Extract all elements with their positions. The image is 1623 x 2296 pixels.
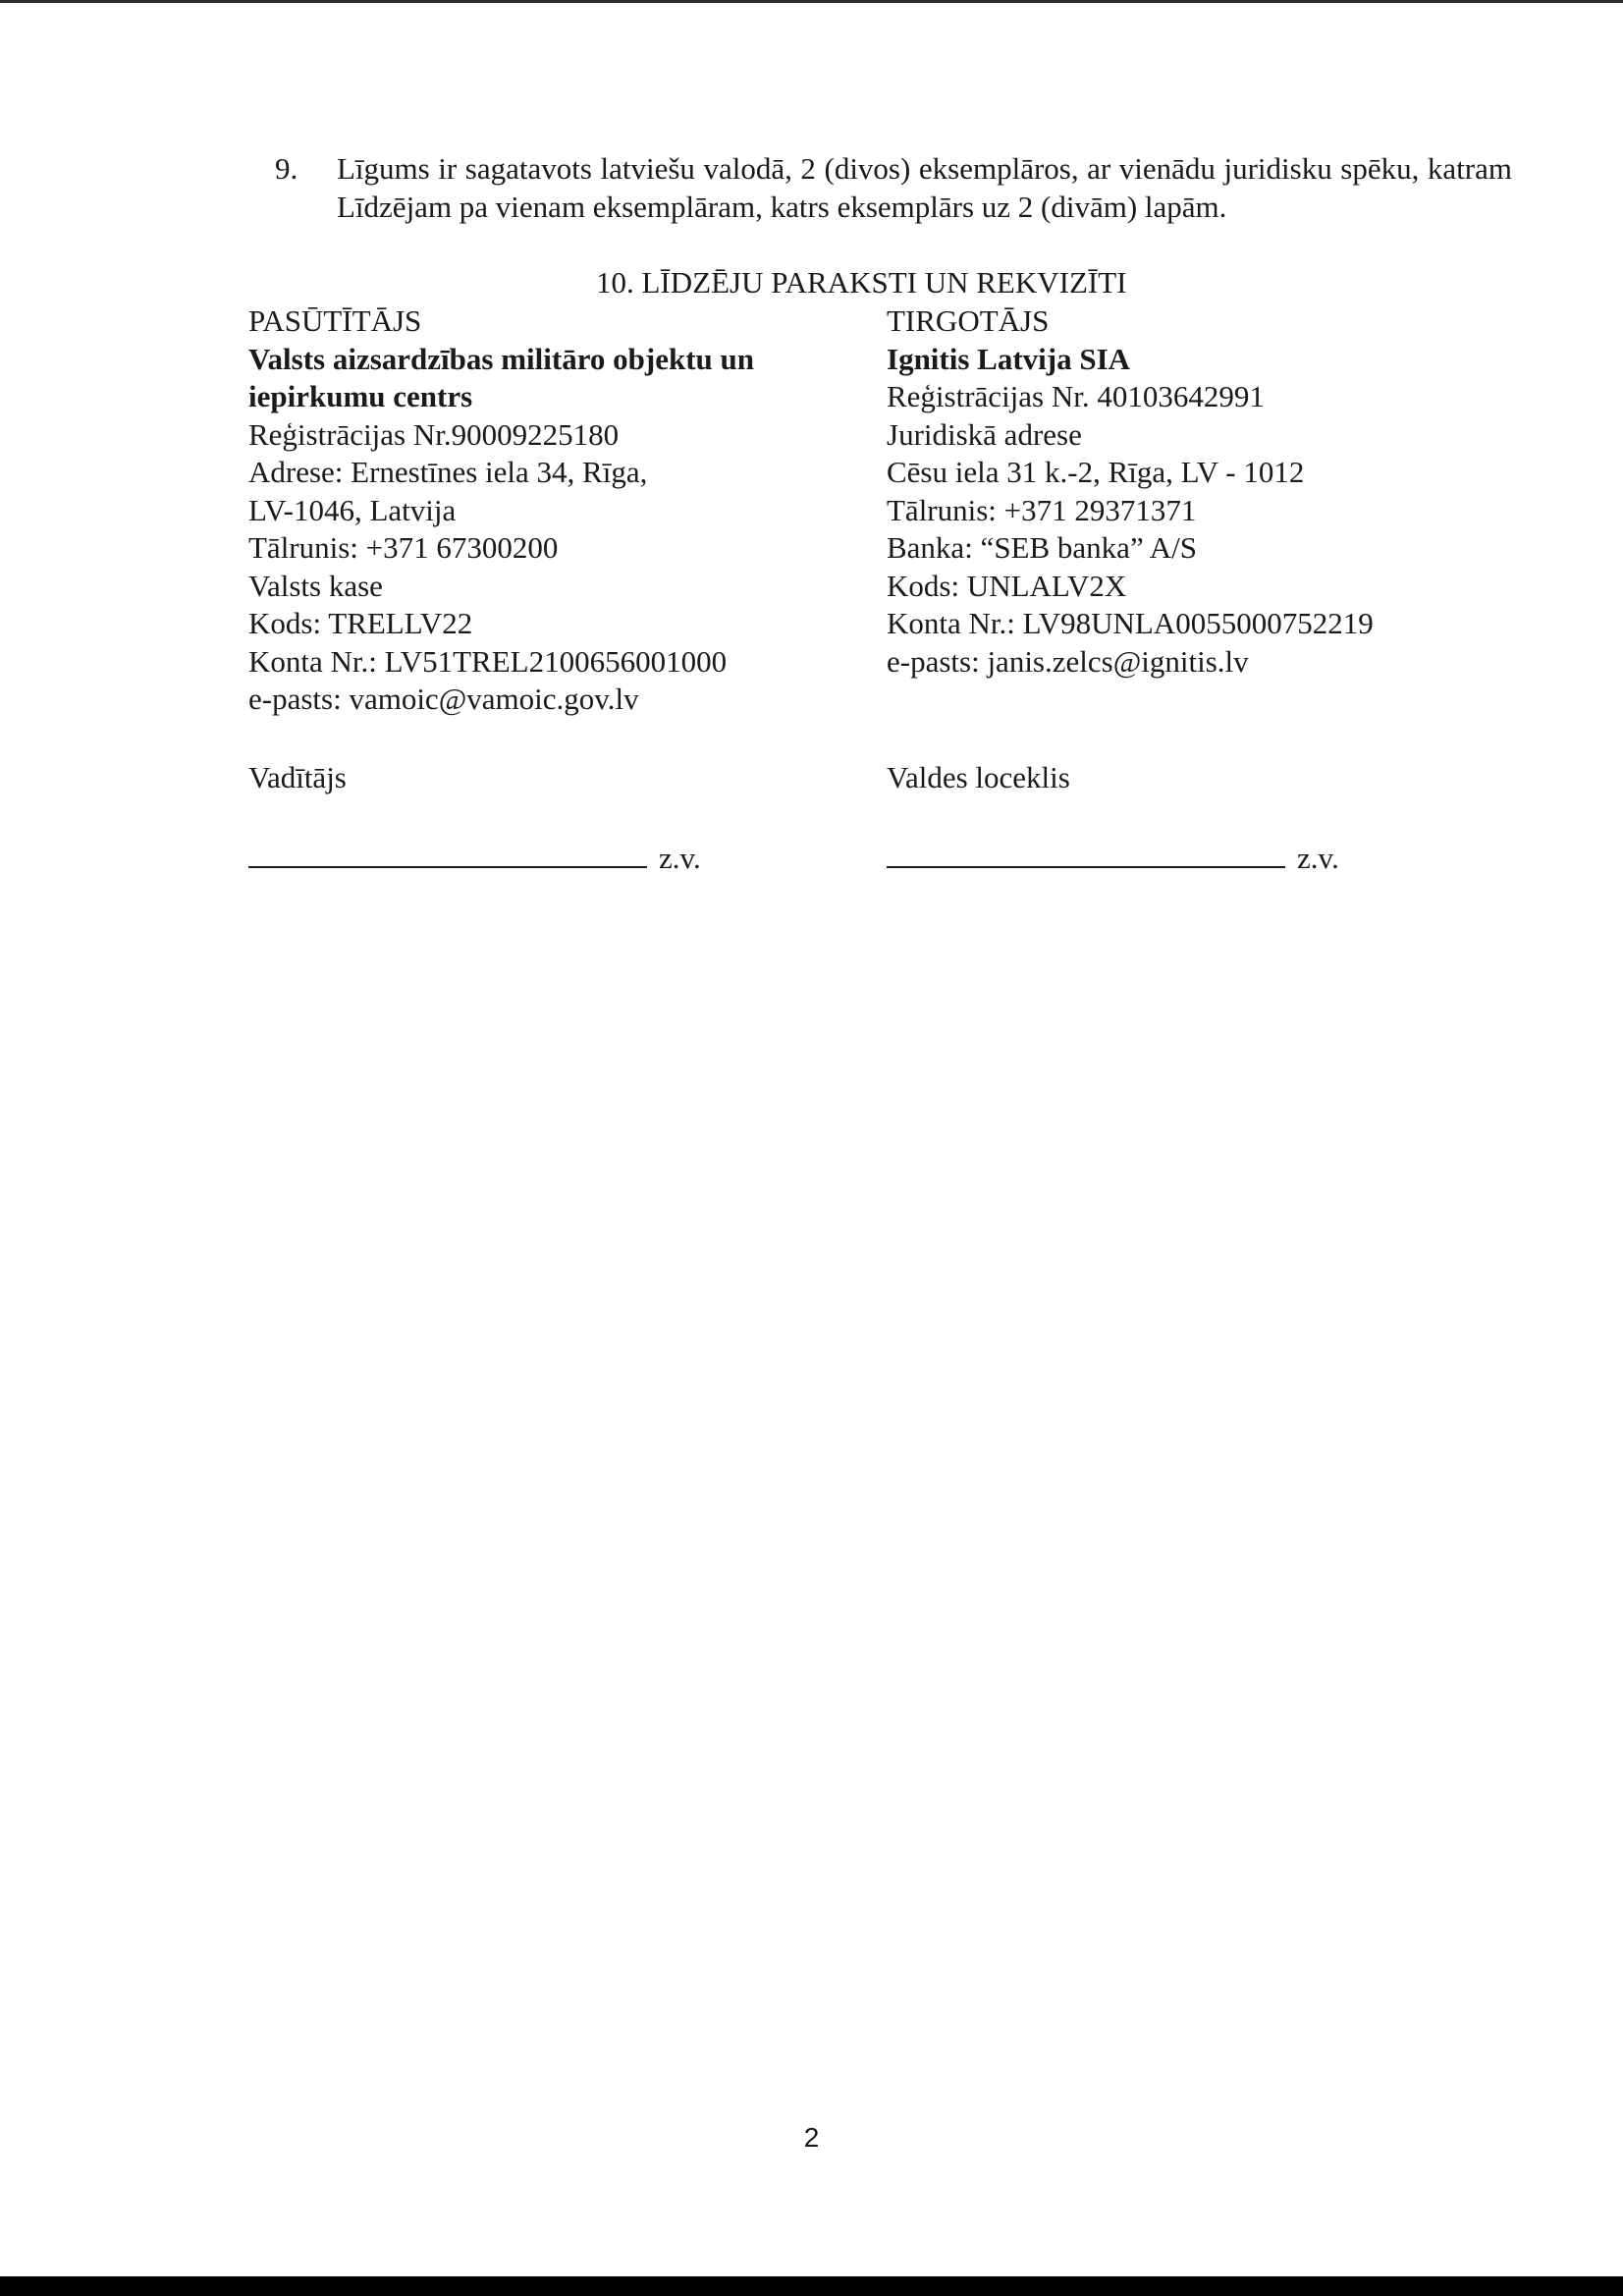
trader-details bbox=[887, 302, 1495, 794]
clause-9-text: Līgums ir sagatavots latviešu valodā, 2 (divos) eksemplāros, ar vienādu juridisku spēku, katram Līdzējam pa vienam eksemplāram, katrs eksemplārs uz 2 (divām) lapām. bbox=[337, 151, 1512, 224]
trader-phone: Tālrunis: +371 29371371 bbox=[887, 492, 1197, 527]
trader-address: Cēsu iela 31 k.-2, Rīga, LV - 1012 bbox=[887, 455, 1305, 489]
trader-bank: Banka: “SEB banka” A/S bbox=[887, 530, 1197, 565]
trader-bank-code: Kods: UNLALV2X bbox=[887, 568, 1127, 603]
scan-bottom-edge bbox=[0, 2276, 1623, 2296]
customer-name-line-1: Valsts aizsardzības militāro objektu un bbox=[248, 341, 755, 376]
customer-bank-code: Kods: TRELLV22 bbox=[248, 606, 473, 640]
customer-bank: Valsts kase bbox=[248, 568, 383, 603]
customer-role: PASŪTĪTĀJS bbox=[248, 303, 422, 338]
customer-details bbox=[248, 302, 847, 794]
trader-seal-mark: z.v. bbox=[1297, 841, 1339, 875]
customer-account: Konta Nr.: LV51TREL2100656001000 bbox=[248, 643, 728, 679]
section-10-heading: 10. LĪDZĒJU PARAKSTI UN REKVIZĪTI bbox=[596, 265, 1127, 300]
customer-email: e-pasts: vamoic@vamoic.gov.lv bbox=[248, 682, 639, 716]
page-number: 2 bbox=[803, 2122, 820, 2153]
trader-registration: Reģistrācijas Nr. 40103642991 bbox=[887, 379, 1265, 413]
trader-account: Konta Nr.: LV98UNLA0055000752219 bbox=[887, 606, 1374, 640]
customer-address-line-1: Adrese: Ernestīnes iela 34, Rīga, bbox=[248, 455, 648, 489]
trader-signature-line bbox=[887, 837, 1285, 868]
trader-role: TIRGOTĀJS bbox=[887, 303, 1050, 338]
trader-legal-address-label: Juridiskā adrese bbox=[887, 416, 1082, 452]
customer-address-line-2: LV-1046, Latvija bbox=[248, 492, 457, 527]
clause-9-number: 9. bbox=[275, 151, 298, 186]
trader-email: e-pasts: janis.zelcs@ignitis.lv bbox=[887, 643, 1249, 679]
trader-name: Ignitis Latvija SIA bbox=[887, 341, 1131, 376]
trader-signatory-title: Valdes loceklis bbox=[887, 760, 1070, 794]
customer-signatory-title: Vadītājs bbox=[248, 760, 347, 794]
trader-signature-block bbox=[887, 837, 1339, 877]
clause-9 bbox=[275, 149, 1512, 226]
customer-signature-block bbox=[248, 837, 701, 877]
customer-registration: Reģistrācijas Nr.90009225180 bbox=[248, 416, 620, 452]
customer-signature-line bbox=[248, 837, 647, 868]
customer-name-line-2: iepirkumu centrs bbox=[248, 379, 473, 413]
customer-phone: Tālrunis: +371 67300200 bbox=[248, 530, 559, 565]
customer-seal-mark: z.v. bbox=[659, 841, 701, 875]
